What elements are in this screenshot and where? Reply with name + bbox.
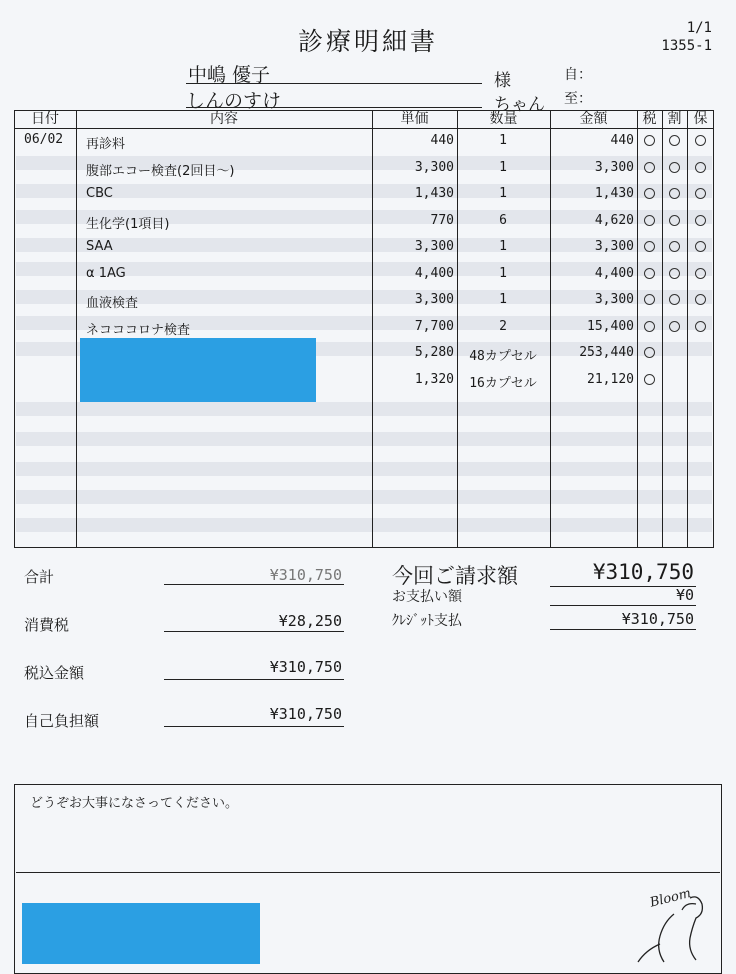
column-divider: [637, 110, 638, 548]
row-unit-price: 4,400: [414, 266, 454, 281]
paid-amount: ¥0: [675, 586, 694, 604]
credit-label: ｸﾚｼﾞｯﾄ支払: [392, 613, 462, 629]
row-unit-price: 7,700: [414, 319, 454, 334]
owner-underline: [186, 83, 482, 84]
owner-name: 中嶋 優子: [188, 64, 271, 86]
service-date: 06/02: [24, 132, 64, 147]
row-mark-circle: [669, 135, 680, 146]
row-mark-circle: [644, 374, 655, 385]
row-description: 生化学(1項目): [86, 217, 170, 232]
pet-underline: [186, 107, 482, 108]
row-amount: 3,300: [594, 292, 634, 307]
pet-name: しんのすけ: [186, 90, 282, 112]
period-to-label: 至：: [564, 91, 592, 107]
row-unit-price: 1,430: [414, 186, 454, 201]
row-mark-circle: [695, 241, 706, 252]
column-divider: [550, 110, 551, 548]
row-description: SAA: [86, 239, 113, 254]
row-mark-circle: [669, 294, 680, 305]
row-quantity: 1: [499, 239, 507, 254]
row-description: 血液検査: [86, 296, 139, 311]
col-header-quantity: 数量: [489, 111, 518, 127]
row-mark-circle: [669, 268, 680, 279]
row-amount: 3,300: [594, 239, 634, 254]
row-mark-circle: [669, 188, 680, 199]
clinic-dog-logo: [630, 880, 720, 964]
message-box-divider: [16, 872, 720, 873]
page-number: 1/1: [686, 20, 712, 36]
document-title: 診療明細書: [297, 27, 438, 56]
row-amount: 440: [610, 133, 634, 148]
row-unit-price: 3,300: [414, 292, 454, 307]
pet-honorific: ちゃん: [494, 95, 545, 115]
tax-underline: [164, 631, 344, 632]
column-divider: [76, 110, 77, 548]
subtotal-label: 合計: [24, 568, 55, 586]
row-quantity: 6: [499, 213, 507, 228]
copay-value: ¥310,750: [269, 705, 342, 723]
row-description: ネコココロナ検査: [86, 323, 191, 338]
row-quantity: 1: [499, 160, 507, 175]
row-mark-circle: [695, 268, 706, 279]
credit-amount: ¥310,750: [621, 610, 694, 628]
table-header-divider: [14, 128, 714, 129]
row-unit-price: 440: [430, 133, 454, 148]
period-from-label: 自：: [564, 67, 592, 83]
copay-label: 自己負担額: [24, 712, 100, 730]
row-description: α 1AG: [86, 266, 126, 281]
col-header-unit-price: 単価: [400, 111, 429, 127]
row-amount: 253,440: [579, 345, 634, 360]
row-mark-circle: [644, 294, 655, 305]
row-mark-circle: [644, 215, 655, 226]
col-header-tax: 税: [642, 111, 657, 127]
row-mark-circle: [669, 321, 680, 332]
row-mark-circle: [695, 321, 706, 332]
column-divider: [687, 110, 688, 548]
row-quantity: 1: [499, 133, 507, 148]
subtotal-value: ¥310,750: [269, 566, 342, 584]
row-mark-circle: [695, 135, 706, 146]
logo-text: Bloom: [648, 886, 693, 911]
redacted-medication-names: [80, 338, 316, 402]
row-mark-circle: [644, 188, 655, 199]
row-description: 再診料: [86, 137, 126, 152]
col-header-amount: 金額: [579, 111, 608, 127]
row-quantity: 1: [499, 266, 507, 281]
row-mark-circle: [669, 162, 680, 173]
row-quantity: 48カプセル: [469, 349, 537, 364]
row-quantity: 16カプセル: [469, 376, 537, 391]
tax-inclusive-value: ¥310,750: [269, 658, 342, 676]
row-amount: 1,430: [594, 186, 634, 201]
tax-inclusive-underline: [164, 679, 344, 680]
column-divider: [662, 110, 663, 548]
get-well-message: どうぞお大事になさってください。: [30, 796, 239, 811]
row-unit-price: 5,280: [414, 345, 454, 360]
row-mark-circle: [644, 241, 655, 252]
owner-honorific: 様: [494, 71, 511, 91]
tax-inclusive-label: 税込金額: [24, 664, 85, 682]
row-amount: 4,620: [594, 213, 634, 228]
row-description: 腹部エコー検査(2回目～): [86, 164, 235, 179]
row-mark-circle: [695, 162, 706, 173]
row-mark-circle: [644, 135, 655, 146]
row-amount: 15,400: [587, 319, 634, 334]
row-mark-circle: [644, 162, 655, 173]
row-mark-circle: [695, 215, 706, 226]
row-mark-circle: [695, 294, 706, 305]
row-unit-price: 1,320: [414, 372, 454, 387]
subtotal-underline: [164, 584, 344, 585]
row-mark-circle: [644, 321, 655, 332]
row-quantity: 1: [499, 186, 507, 201]
row-mark-circle: [669, 215, 680, 226]
tax-label: 消費税: [24, 616, 70, 634]
document-number: 1355-1: [661, 38, 712, 54]
col-header-description: 内容: [210, 111, 238, 127]
row-mark-circle: [669, 241, 680, 252]
row-quantity: 2: [499, 319, 507, 334]
credit-underline: [550, 629, 696, 630]
paid-underline: [550, 605, 696, 606]
row-description: CBC: [86, 186, 113, 201]
row-unit-price: 770: [430, 213, 454, 228]
row-mark-circle: [644, 347, 655, 358]
col-header-discount: 割: [667, 111, 682, 127]
paid-label: お支払い額: [392, 589, 462, 605]
column-divider: [372, 110, 373, 548]
copay-underline: [164, 726, 344, 727]
row-amount: 4,400: [594, 266, 634, 281]
invoice-amount: ¥310,750: [592, 560, 694, 584]
row-mark-circle: [644, 268, 655, 279]
row-unit-price: 3,300: [414, 239, 454, 254]
col-header-date: 日付: [31, 111, 59, 127]
col-header-insurance: 保: [693, 111, 708, 127]
row-amount: 3,300: [594, 160, 634, 175]
row-unit-price: 3,300: [414, 160, 454, 175]
row-mark-circle: [695, 188, 706, 199]
invoice-label: 今回ご請求額: [392, 564, 518, 588]
row-quantity: 1: [499, 292, 507, 307]
row-amount: 21,120: [587, 372, 634, 387]
tax-value: ¥28,250: [278, 612, 342, 630]
redacted-clinic-info: [22, 903, 260, 964]
